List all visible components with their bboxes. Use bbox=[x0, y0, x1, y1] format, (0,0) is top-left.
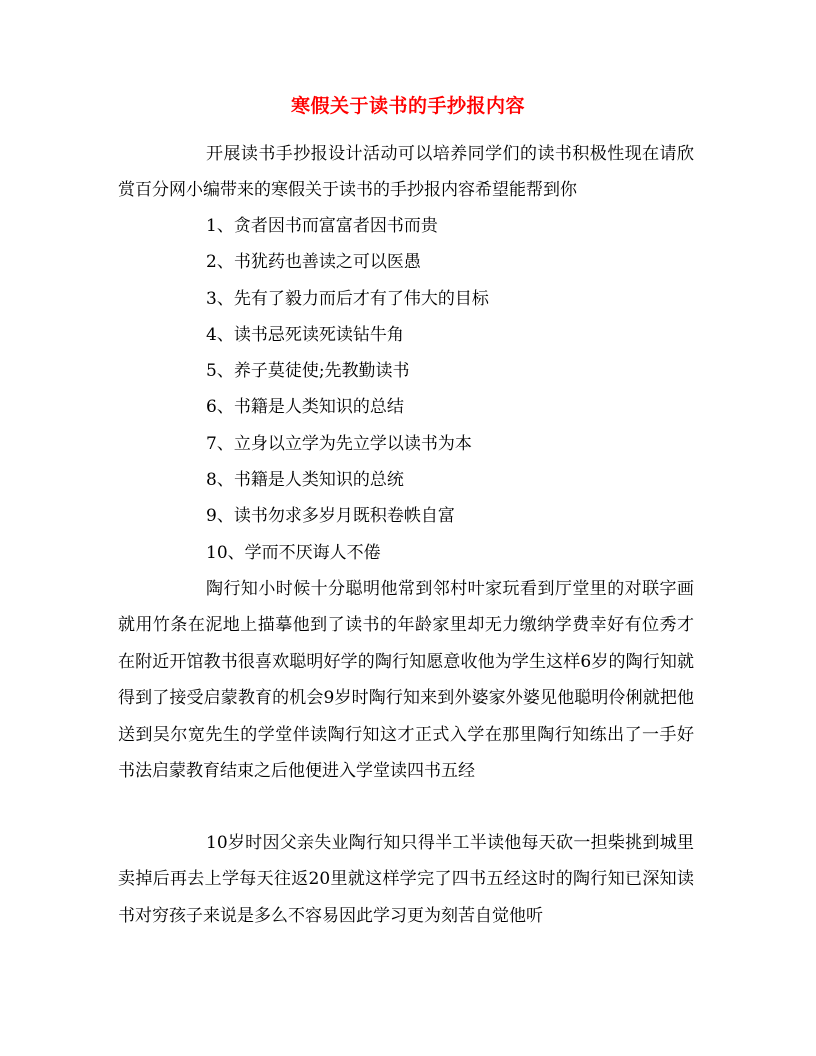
body-paragraph-2: 10岁时因父亲失业陶行知只得半工半读他每天砍一担柴挑到城里卖掉后再去上学每天往返20里就这样学完了四书五经这时的陶行知已深知读书对穷孩子来说是多么不容易因此学习更为刻苦自觉他听 bbox=[118, 833, 694, 926]
quote-item: 10、学而不厌诲人不倦 bbox=[206, 542, 381, 563]
quote-item: 5、养子莫徒使;先教勤读书 bbox=[206, 361, 410, 382]
intro-paragraph: 开展读书手抄报设计活动可以培养同学们的读书积极性现在请欣赏百分网小编带来的寒假关于读书的手抄报内容希望能帮到你 bbox=[118, 144, 694, 201]
body-paragraph-1: 陶行知小时候十分聪明他常到邻村叶家玩看到厅堂里的对联字画就用竹条在泥地上描摹他到了读书的年龄家里却无力缴纳学费幸好有位秀才在附近开馆教书很喜欢聪明好学的陶行知愿意收他为学生这样6岁的陶行知就得到了接受启蒙教育的机会9岁时陶行知来到外婆家外婆见他聪明伶俐就把他送到吴尔宽先生的学堂伴读陶行知这才正式入学在那里陶行知练出了一手好书法启蒙教育结束之后他便进入学堂读四书五经 bbox=[118, 579, 694, 782]
quote-item: 4、读书忌死读死读钻牛角 bbox=[206, 324, 404, 345]
quote-item: 3、先有了毅力而后才有了伟大的目标 bbox=[206, 288, 489, 309]
quote-item: 2、书犹药也善读之可以医愚 bbox=[206, 252, 421, 273]
quote-item: 9、读书勿求多岁月既积卷帙自富 bbox=[206, 506, 455, 527]
quote-list bbox=[206, 208, 686, 571]
quote-item: 1、贪者因书而富富者因书而贵 bbox=[206, 216, 438, 236]
document-title: 寒假关于读书的手抄报内容 bbox=[290, 95, 525, 117]
quote-item: 6、书籍是人类知识的总结 bbox=[206, 397, 404, 418]
quote-item: 8、书籍是人类知识的总统 bbox=[206, 470, 404, 491]
quote-item: 7、立身以立学为先立学以读书为本 bbox=[206, 433, 472, 454]
